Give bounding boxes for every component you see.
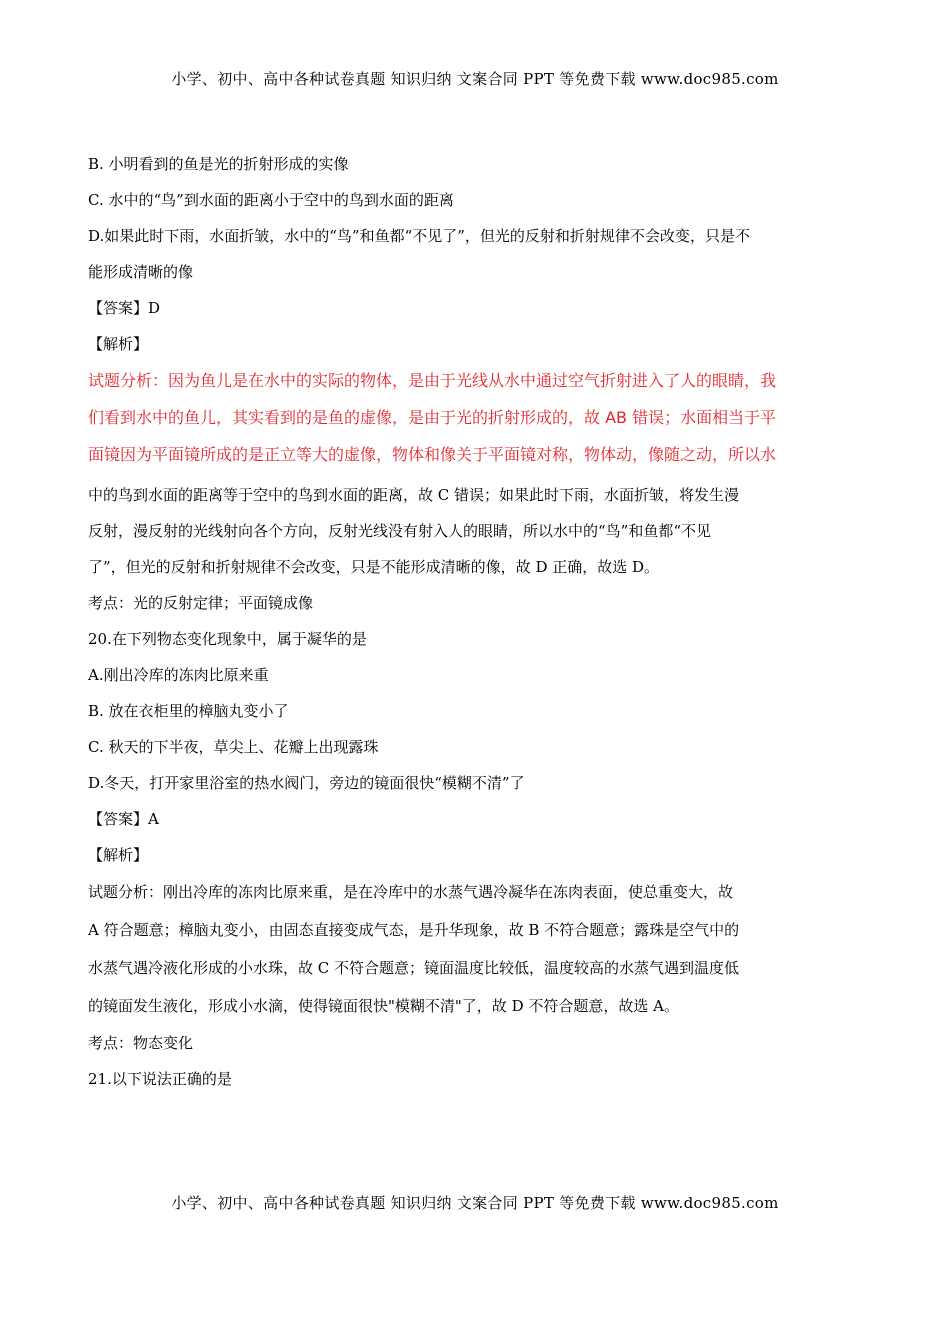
q19-analysis-label: 【解析】 bbox=[88, 335, 149, 353]
q19-analysis-line1: 中的鸟到水面的距离等于空中的鸟到水面的距离，故 C 错误；如果此时下雨，水面折皱，将发生漫 bbox=[88, 486, 740, 504]
q21-question: 21.以下说法正确的是 bbox=[88, 1070, 232, 1088]
q19-key-point: 考点：光的反射定律；平面镜成像 bbox=[88, 594, 314, 612]
q20-question: 20.在下列物态变化现象中，属于凝华的是 bbox=[88, 630, 367, 648]
q19-option-d-line2: 能形成清晰的像 bbox=[88, 263, 194, 281]
q19-analysis-red-line1: 试题分析：因为鱼儿是在水中的实际的物体，是由于光线从水中通过空气折射进入了人的眼睛，我 bbox=[88, 371, 777, 390]
page-footer: 小学、初中、高中各种试卷真题 知识归纳 文案合同 PPT 等免费下载 www.doc985.com bbox=[171, 1194, 779, 1212]
q20-option-c: C. 秋天的下半夜，草尖上、花瓣上出现露珠 bbox=[88, 738, 379, 756]
q20-analysis-label: 【解析】 bbox=[88, 846, 149, 864]
q19-analysis-red-line3: 面镜因为平面镜所成的是正立等大的虚像，物体和像关于平面镜对称，物体动，像随之动，所以水 bbox=[88, 445, 777, 464]
q20-analysis-line3: 水蒸气遇冷液化形成的小水珠，故 C 不符合题意；镜面温度比较低，温度较高的水蒸气遇到温度低 bbox=[88, 959, 740, 977]
page-header: 小学、初中、高中各种试卷真题 知识归纳 文案合同 PPT 等免费下载 www.doc985.com bbox=[171, 70, 779, 88]
q20-analysis-line4: 的镜面发生液化，形成小水滴，使得镜面很快"模糊不清"了，故 D 不符合题意，故选 A。 bbox=[88, 997, 679, 1015]
document-body bbox=[88, 146, 868, 1097]
q19-analysis-line3: 了”，但光的反射和折射规律不会改变，只是不能形成清晰的像，故 D 正确，故选 D。 bbox=[88, 558, 660, 576]
q19-option-b: B. 小明看到的鱼是光的折射形成的实像 bbox=[88, 155, 349, 173]
q19-analysis-red-line2: 们看到水中的鱼儿，其实看到的是鱼的虚像，是由于光的折射形成的，故 AB 错误；水面相当于平 bbox=[88, 408, 777, 427]
q20-key-point: 考点：物态变化 bbox=[88, 1034, 194, 1052]
q19-analysis-line2: 反射，漫反射的光线射向各个方向，反射光线没有射入人的眼睛，所以水中的“鸟”和鱼都“不见 bbox=[88, 522, 712, 540]
q20-analysis-line1: 试题分析：刚出冷库的冻肉比原来重，是在冷库中的水蒸气遇冷凝华在冻肉表面，使总重变大，故 bbox=[88, 883, 734, 901]
q19-option-c: C. 水中的“鸟”到水面的距离小于空中的鸟到水面的距离 bbox=[88, 191, 454, 209]
q20-analysis-line2: A 符合题意；樟脑丸变小，由固态直接变成气态，是升华现象，故 B 不符合题意；露珠是空气中的 bbox=[88, 921, 740, 939]
q20-answer: 【答案】A bbox=[88, 810, 159, 828]
q20-option-b: B. 放在衣柜里的樟脑丸变小了 bbox=[88, 702, 289, 720]
q19-option-d-line1: D.如果此时下雨，水面折皱，水中的“鸟”和鱼都“不见了”，但光的反射和折射规律不会改变，只是不 bbox=[88, 227, 750, 245]
q19-answer: 【答案】D bbox=[88, 299, 161, 317]
q20-option-a: A.刚出冷库的冻肉比原来重 bbox=[88, 666, 269, 684]
q20-option-d: D.冬天，打开家里浴室的热水阀门，旁边的镜面很快“模糊不清”了 bbox=[88, 774, 525, 792]
